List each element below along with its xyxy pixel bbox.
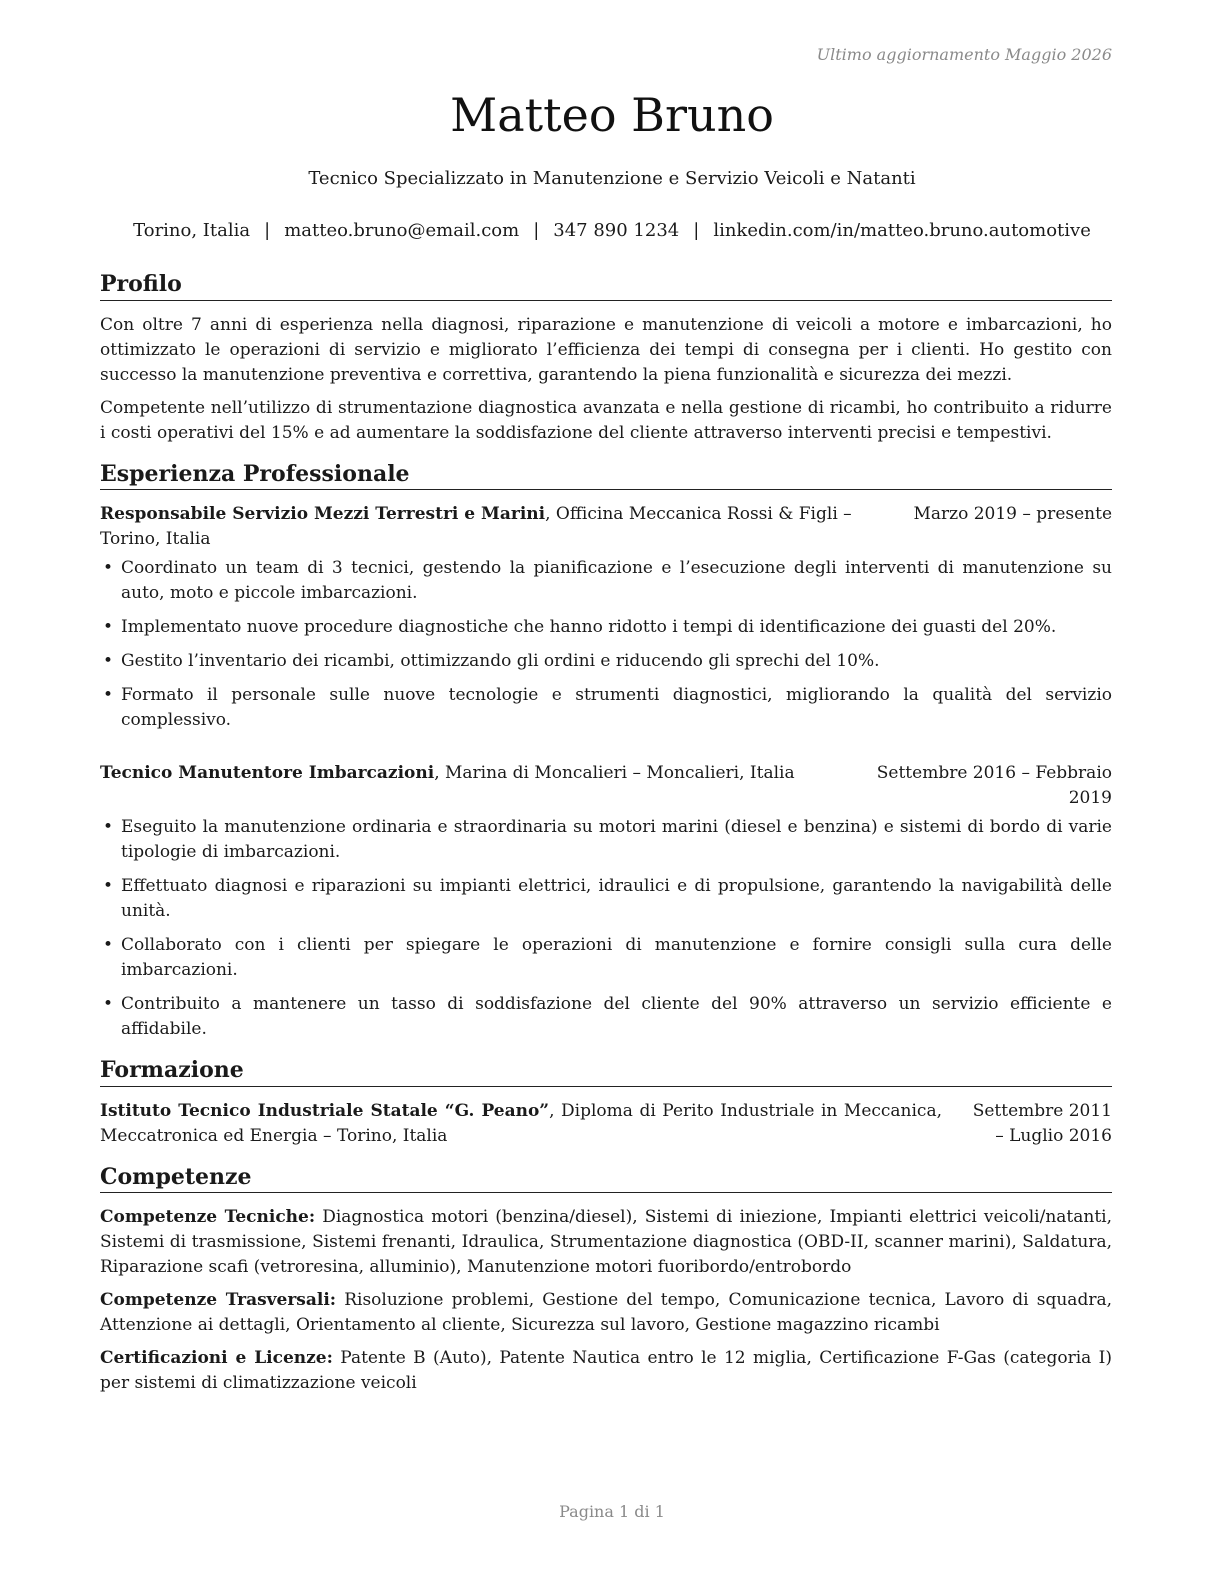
job-company: , Officina Meccanica Rossi & Figli – Torino, Italia <box>100 504 852 550</box>
job-bullet: • Collaborato con i clienti per spiegare le operazioni di manutenzione e fornire consigli sulla cura delle imbarcazioni. <box>100 933 1112 983</box>
email-link[interactable]: matteo.bruno@email.com <box>284 220 520 241</box>
education-entry <box>100 1099 1112 1149</box>
candidate-name: Matteo Bruno <box>450 88 774 142</box>
job-bullet: • Coordinato un team di 3 tecnici, gestendo la pianificazione e l’esecuzione degli interventi di manutenzione su auto, moto e piccole imbarcazioni. <box>100 556 1112 606</box>
job-position <box>100 502 913 552</box>
section-title-skills: Competenze <box>100 1163 1112 1194</box>
school-name: Istituto Tecnico Industriale Statale “G. Peano” <box>100 1100 550 1121</box>
experience-section <box>100 460 1112 1043</box>
job-bullet: • Gestito l’inventario dei ricambi, ottimizzando gli ordini e riducendo gli sprechi del 10%. <box>100 649 1112 674</box>
job-role: Tecnico Manutentore Imbarcazioni <box>100 763 435 784</box>
location: Torino, Italia <box>133 220 251 241</box>
education-degree <box>100 1099 962 1149</box>
linkedin-link[interactable]: linkedin.com/in/matteo.bruno.automotive <box>713 220 1091 241</box>
job-bullet: • Implementato nuove procedure diagnostiche che hanno ridotto i tempi di identificazione dei guasti del 20%. <box>100 615 1112 640</box>
job-bullet: • Contribuito a mantenere un tasso di soddisfazione del cliente del 90% attraverso un servizio efficiente e affidabile. <box>100 992 1112 1042</box>
job-dates: Settembre 2016 – Febbraio 2019 <box>876 763 1112 809</box>
job-dates: Marzo 2019 – presente <box>913 504 1112 525</box>
skill-text: Risoluzione problemi, Gestione del tempo, Comunicazione tecnica, Lavoro di squadra, Attenzione ai dettagli, Orientamento al cliente, Sicurezza sul lavoro, Gestione magazzino ricambi <box>100 1290 1112 1336</box>
skill-label: Competenze Tecniche: <box>100 1207 316 1228</box>
page-number: Pagina 1 di 1 <box>559 1502 665 1521</box>
education-dates: Settembre 2011 – Luglio 2016 <box>972 1100 1112 1146</box>
job-bullets <box>100 815 1112 1042</box>
job-entry <box>100 761 1112 1042</box>
cv-content <box>100 270 1112 1410</box>
skill-text: Patente B (Auto), Patente Nautica entro le 12 miglia, Certificazione F-Gas (categoria I) per sistemi di climatizzazione veicoli <box>100 1348 1112 1394</box>
job-role: Responsabile Servizio Mezzi Terrestri e Marini <box>100 504 546 525</box>
job-bullet: • Effettuato diagnosi e riparazioni su impianti elettrici, idraulici e di propulsione, garantendo la navigabilità delle unità. <box>100 874 1112 924</box>
skill-text: Diagnostica motori (benzina/diesel), Sistemi di iniezione, Impianti elettrici veicoli/natanti, Sistemi di trasmissione, Sistemi frenanti, Idraulica, Strumentazione diagnostica (OBD-II, scanner marini), Saldatura, Riparazione scafi (vetroresina, alluminio), Manutenzione motori fuoribordo/entrobordo <box>100 1207 1112 1278</box>
skill-group <box>100 1346 1112 1396</box>
phone: 347 890 1234 <box>553 220 680 241</box>
separator: | <box>264 220 271 241</box>
profile-paragraph: Con oltre 7 anni di esperienza nella diagnosi, riparazione e manutenzione di veicoli a motore e imbarcazioni, ho ottimizzato le operazioni di servizio e migliorato l’efficienza dei tempi di consegna per i clienti. Ho gestito con successo la manutenzione preventiva e correttiva, garantendo la piena funzionalità e sicurezza dei mezzi. <box>100 314 1112 385</box>
skill-label: Certificazioni e Licenze: <box>100 1348 333 1369</box>
profile-section <box>100 270 1112 446</box>
profile-paragraph: Competente nell’utilizzo di strumentazione diagnostica avanzata e nella gestione di ricambi, ho contribuito a ridurre i costi operativi del 15% e ad aumentare la soddisfazione del cliente attraverso interventi precisi e tempestivi. <box>100 397 1112 443</box>
skill-group <box>100 1288 1112 1338</box>
job-company: , Marina di Moncalieri – Moncalieri, Italia <box>434 763 795 784</box>
skill-label: Competenze Trasversali: <box>100 1290 337 1311</box>
degree-text: , Diploma di Perito Industriale in Meccanica, Meccatronica ed Energia – Torino, Italia <box>100 1100 942 1146</box>
job-entry <box>100 502 1112 733</box>
job-header <box>100 761 1112 811</box>
education-section <box>100 1056 1112 1149</box>
separator: | <box>693 220 700 241</box>
skills-section <box>100 1163 1112 1397</box>
job-header <box>100 502 1112 552</box>
candidate-title: Tecnico Specializzato in Manutenzione e Servizio Veicoli e Natanti <box>308 168 916 189</box>
section-title-education: Formazione <box>100 1056 1112 1087</box>
last-updated: Ultimo aggiornamento Maggio 2026 <box>816 45 1112 64</box>
job-position <box>100 761 872 786</box>
separator: | <box>533 220 540 241</box>
section-title-experience: Esperienza Professionale <box>100 460 1112 491</box>
job-bullet: • Eseguito la manutenzione ordinaria e straordinaria su motori marini (diesel e benzina) e sistemi di bordo di varie tipologie di imbarcazioni. <box>100 815 1112 865</box>
job-bullets <box>100 556 1112 733</box>
contact-line <box>0 220 1224 241</box>
job-bullet: • Formato il personale sulle nuove tecnologie e strumenti diagnostici, migliorando la qualità del servizio complessivo. <box>100 683 1112 733</box>
section-title-profile: Profilo <box>100 270 1112 301</box>
skill-group <box>100 1205 1112 1280</box>
